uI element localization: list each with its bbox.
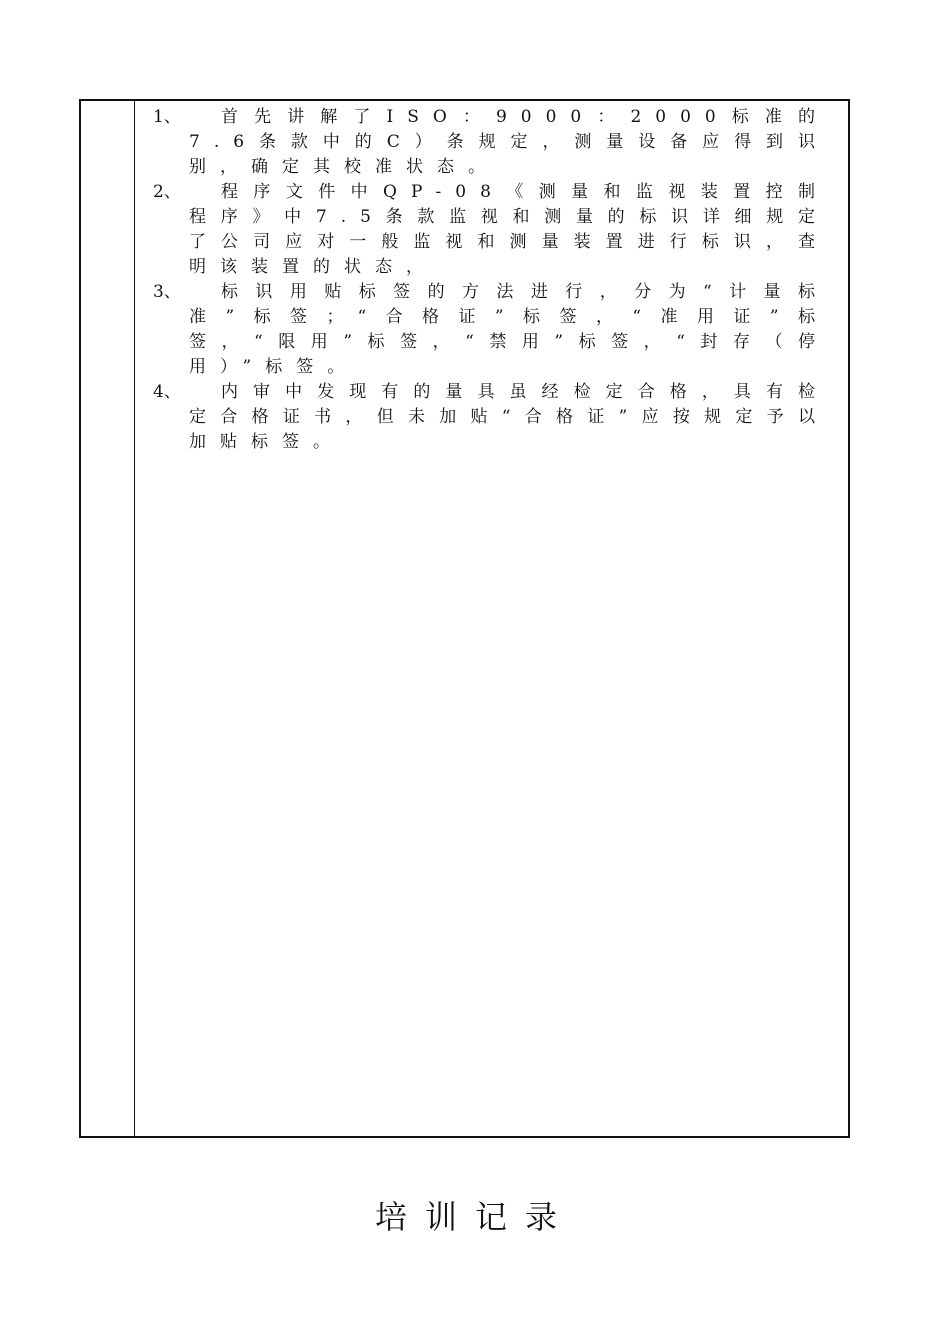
item-number: 1、: [153, 107, 181, 127]
document-title: 培训记录: [374, 1198, 575, 1236]
list-item-3: [153, 280, 829, 380]
list-item-2: [153, 180, 829, 280]
table-content-column: [135, 101, 848, 1136]
item-text: 程序文件中QP-08《测量和监视装置控制程序》中7.5条款监视和测量的标识详细规定了公司应对一般监视和测量装置进行标识，查明该装置的状态，: [189, 182, 829, 277]
item-text: 标识用贴标签的方法进行，分为“计量标准”标签；“合格证”标签，“准用证”标签，“限用”标签，“禁用”标签，“封存（停用）”标签。: [189, 282, 829, 377]
item-number: 2、: [153, 182, 181, 202]
list-item-4: [153, 380, 829, 455]
record-table: [79, 99, 850, 1138]
item-number: 4、: [153, 382, 181, 402]
table-label-column: [81, 101, 135, 1136]
item-text: 首先讲解了ISO：9000：2000标准的7.6条款中的C）条规定，测量设备应得到识别，确定其校准状态。: [189, 107, 829, 177]
item-text: 内审中发现有的量具虽经检定合格，具有检定合格证书，但未加贴“合格证”应按规定予以加贴标签。: [189, 382, 829, 452]
list-item-1: [153, 105, 829, 180]
item-number: 3、: [153, 282, 181, 302]
